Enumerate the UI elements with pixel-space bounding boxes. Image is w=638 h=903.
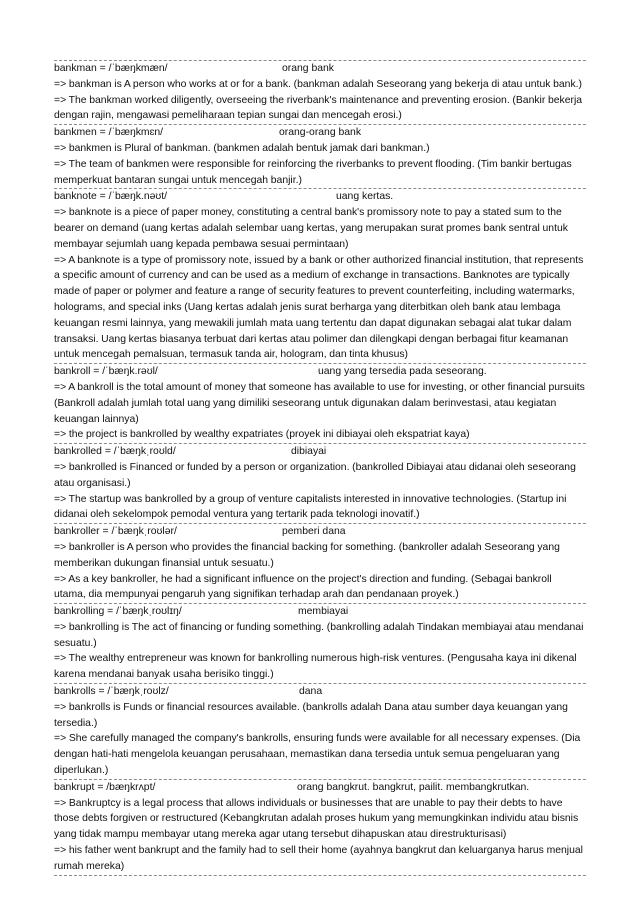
entry-example: => A banknote is a type of promissory note, issued by a bank or other authorized financial institution, that represents a specific amount of currency and can be used as a medium of exchange in transactions. Banknotes are typically made of paper or polymer and feature a range of security features to prevent counterfeiting, including watermarks, holograms, and special inks (Uang kertas adalah jenis surat berharga yang diterbitkan oleh bank atau lembaga keuangan resmi lainnya, yang mewakili jumlah mata uang tertentu dan dapat digunakan sebagai alat tukar dalam transaksi. Uang kertas biasanya terbuat dari kertas atau polimer dan dilengkapi dengan berbagai fitur keamanan untuk mencegah pemalsuan, termasuk tanda air, hologram, dan tinta khusus): [54, 254, 584, 361]
entry-meaning: orang-orang bank: [279, 127, 362, 139]
entry-definition: => bankroller is A person who provides the financial backing for something. (bankroller adalah Seseorang yang memberikan dukungan finansial untuk sesuatu.): [54, 541, 560, 569]
entry-header: [54, 780, 586, 796]
dictionary-entry: [54, 523, 586, 603]
dictionary-entry: [54, 603, 586, 683]
dictionary-page: [54, 60, 586, 876]
entry-term: bankrupt = /bæŋkrʌpt/: [54, 781, 156, 793]
entry-meaning: orang bangkrut. bangkrut, pailit. membangkrutkan.: [297, 781, 530, 793]
entry-example: => The bankman worked diligently, overseeing the riverbank's maintenance and preventing erosion. (Bankir bekerja dengan rajin, mengawasi pemeliharaan tepian sungai dan mencegah erosi.): [54, 94, 583, 122]
entry-header: [54, 125, 586, 141]
entry-term: bankrolls = /ˈbæŋkˌroʊlz/: [54, 686, 169, 698]
entry-meaning: orang bank: [282, 63, 334, 74]
entry-header: [54, 684, 586, 700]
dictionary-entry: [54, 363, 586, 443]
entry-example: => his father went bankrupt and the family had to sell their home (ayahnya bangkrut dan keluarganya harus menjual rumah mereka): [54, 845, 583, 872]
entry-meaning: dibiayai: [291, 446, 327, 458]
entry-term: bankroll = /ˈbæŋk.rəʊl/: [54, 366, 158, 378]
entry-example: => The startup was bankrolled by a group of venture capitalists interested in innovative technologies. (Startup ini didanai oleh sekelompok pemodal ventura yang tertarik pada teknologi inovatif.): [54, 493, 567, 521]
entry-meaning: uang kertas.: [336, 191, 394, 203]
entry-definition: => bankrolls is Funds or financial resources available. (bankrolls adalah Dana atau sumber daya keuangan yang tersedia.): [54, 701, 568, 729]
entry-meaning: uang yang tersedia pada seseorang.: [318, 366, 487, 378]
entry-term: bankman = /ˈbæŋkmæn/: [54, 63, 168, 74]
dictionary-entry: [54, 124, 586, 188]
entry-definition: => bankman is A person who works at or for a bank. (bankman adalah Seseorang yang bekerja di atau untuk bank.): [54, 78, 582, 90]
entry-example: => The wealthy entrepreneur was known for bankrolling numerous high-risk ventures. (Pengusaha kaya ini dikenal karena mendanai banyak usaha berisiko tinggi.): [54, 653, 577, 681]
entry-example: => the project is bankrolled by wealthy expatriates (proyek ini dibiayai oleh ekspatriat kaya): [54, 429, 470, 441]
entry-header: [54, 364, 586, 380]
entry-definition: => Bankruptcy is a legal process that allows individuals or businesses that are unable to pay their debts to have those debts forgiven or restructured (Kebangkrutan adalah proses hukum yang memungkinkan individu atau bisnis yang tidak mampu membayar utang mereka agar utang tersebut dihapuskan atau direstrukturisasi): [54, 797, 579, 841]
entry-header: [54, 61, 586, 77]
dictionary-entry: [54, 443, 586, 523]
entry-example: => The team of bankmen were responsible for reinforcing the riverbanks to prevent flooding. (Tim bankir bertugas memperkuat bantaran sungai untuk mencegah banjir.): [54, 158, 572, 186]
entry-header: [54, 189, 586, 205]
entry-definition: => A bankroll is the total amount of money that someone has available to use for investing, or other financial pursuits (Bankroll adalah jumlah total uang yang dimiliki seseorang untuk digunakan dalam berinvestasi, atau kegiatan keuangan lainnya): [54, 381, 585, 425]
dictionary-entry: [54, 779, 586, 876]
entry-term: bankroller = /ˈbæŋkˌroʊlər/: [54, 526, 177, 538]
entry-header: [54, 444, 586, 460]
entry-example: => As a key bankroller, he had a significant influence on the project's direction and funding. (Sebagai bankroll utama, dia mempunyai pengaruh yang signifikan terhadap arah dan pendanaan proyek.): [54, 573, 552, 601]
entry-header: [54, 604, 586, 620]
dictionary-entry: [54, 60, 586, 124]
entry-meaning: dana: [299, 686, 323, 698]
entry-term: banknote = /ˈbæŋk.nəʊt/: [54, 191, 168, 203]
entry-example: => She carefully managed the company's bankrolls, ensuring funds were available for all necessary expenses. (Dia dengan hati-hati mengelola keuangan perusahaan, memastikan dana tersedia untuk semua pengeluaran yang diperlukan.): [54, 733, 581, 777]
entry-meaning: membiayai: [298, 606, 349, 618]
dictionary-entry: [54, 683, 586, 779]
entry-term: bankrolled = /ˈbæŋkˌroʊld/: [54, 446, 176, 458]
entry-definition: => bankrolling is The act of financing or funding something. (bankrolling adalah Tindakan membiayai atau mendanai sesuatu.): [54, 621, 584, 649]
entry-term: bankrolling = /ˈbæŋkˌroʊlɪŋ/: [54, 606, 182, 618]
entry-definition: => banknote is a piece of paper money, constituting a central bank's promissory note to pay a stated sum to the bearer on demand (uang kertas adalah selembar uang kertas, yang merupakan surat promes bank sentral untuk membayar sejumlah uang kepada pembawa sesuai permintaan): [54, 207, 568, 250]
entry-definition: => bankmen is Plural of bankman. (bankmen adalah bentuk jamak dari bankman.): [54, 142, 430, 154]
entry-meaning: pemberi dana: [282, 526, 346, 538]
dictionary-entry: [54, 188, 586, 363]
entry-term: bankmen = /ˈbæŋkmɛn/: [54, 127, 164, 139]
entry-definition: => bankrolled is Financed or funded by a person or organization. (bankrolled Dibiayai atau didanai oleh seseorang atau organisasi.): [54, 461, 576, 489]
entry-header: [54, 524, 586, 540]
